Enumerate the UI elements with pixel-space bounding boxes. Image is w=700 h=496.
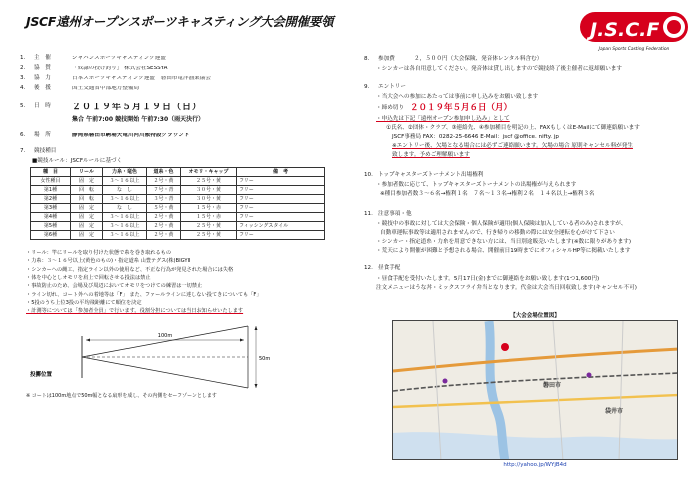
table-cell: フリー [237, 177, 325, 186]
entry-num: 9. [364, 83, 370, 90]
notice-line: ・競技中の事故に対しては大会保険・個人保険が適用(個人保険は加入している者のみ)されますが、 [376, 221, 627, 228]
table-cell: 固 定 [71, 177, 103, 186]
table-row [31, 204, 325, 213]
table-cell: フリー [237, 231, 325, 240]
table-cell: ３～１６以上 [103, 222, 147, 231]
table-cell: 第5種 [31, 222, 71, 231]
table-cell: ２号・黄 [147, 177, 181, 186]
rule-note: ・事故防止のため、会場及び周辺においてオモリをつけての練習は一切禁止 [26, 283, 203, 290]
rules-note-row [20, 157, 360, 167]
diagram-width-label: 50m [259, 355, 271, 362]
table-cell: ７号・青 [147, 186, 181, 195]
table-cell: フリー [237, 204, 325, 213]
table-cell: 回 転 [71, 186, 103, 195]
table-row [31, 177, 325, 186]
jscf-logo [576, 6, 692, 56]
table-cell: ３号・青 [147, 195, 181, 204]
table-cell: 固 定 [71, 213, 103, 222]
rule-note: ・5投のうち上位3投の平均飛距離にて順位を決定 [26, 299, 142, 306]
rule-note: ・シンカーへの縄工、指定ライン以外の使用など、不正な行為が発見された場合には失格 [26, 266, 234, 273]
table-cell: ２５号・黄 [181, 231, 237, 240]
fee-sub: ・シンカーは各自用意してください。発音体は貸し出しますので競技終了後主催者に返却願います [376, 66, 622, 72]
entry-line: ①氏名、②団体・クラブ、③連絡先、④参加種目を明記の上、FAXもしくはE-Mailにて御連絡願います [386, 125, 640, 132]
table-cell: 第4種 [31, 213, 71, 222]
entry-deadline-row [376, 102, 694, 116]
info-value: 日本スポーツキャスティング連盟 磐田市竜洋漁業協会 [72, 76, 211, 82]
table-row [31, 213, 325, 222]
table-row [31, 195, 325, 204]
notice-line: ・シンカー・指定道糸・力糸を用意できない方には、当日別途販売いたします(※数に限りがあります) [376, 238, 632, 245]
jscf-logo-icon [576, 6, 692, 56]
tournament-label: トップキャスターズトーナメント出場権利 [378, 171, 484, 178]
tournament-line: ・参加者数に応じて、トップキャスターズトーナメントの出場権が与えられます [376, 182, 577, 189]
entry-line: 致します。予めご理解願います [392, 152, 470, 159]
table-cell: 第6種 [31, 231, 71, 240]
table-header-cell: 道糸・色 [147, 168, 181, 177]
tournament-num: 10. [364, 171, 373, 178]
table-cell: な し [103, 204, 147, 213]
venue-map-svg [393, 321, 678, 460]
rules-heading-row [20, 147, 360, 157]
table-cell: 固 定 [71, 231, 103, 240]
table-cell: ２５号・黄 [181, 222, 237, 231]
venue-num: 6. [20, 132, 26, 139]
event-date: ２０１９年５月１９日（日） [72, 102, 203, 112]
table-header-cell: 力糸・竜色 [103, 168, 147, 177]
diagram-distance-label: 100m [157, 332, 173, 339]
table-cell: フリー [237, 195, 325, 204]
info-num: 4. [20, 85, 26, 92]
entry-row [364, 82, 694, 93]
map-place-fukuroi: 袋井市 [605, 408, 624, 415]
map-caption: 【大会会場位置図】 [510, 313, 560, 319]
events-table [30, 167, 325, 240]
left-column [20, 54, 360, 399]
table-cell: ２号・黄 [147, 231, 181, 240]
table-cell: 第3種 [31, 204, 71, 213]
court-diagram-svg [20, 320, 350, 394]
info-num: 1. [20, 55, 26, 62]
schedule-row [20, 114, 360, 125]
info-label: 主 催 [34, 55, 51, 62]
map-link[interactable]: http://yahoo.jp/WYjB4d [503, 462, 567, 468]
lunch-row [364, 264, 694, 275]
court-diagram [20, 320, 350, 394]
entry-line: ※エントリー後、欠場となる場合には必ずご連絡願います。欠場の場合 原則キャンセル料が発生 [392, 143, 633, 150]
court-footer-note: ※ コートは100m地点で50m幅となる扇形を成し、その内側をセーフゾーンとします [26, 392, 217, 399]
table-cell: な し [103, 186, 147, 195]
table-cell: ２５号・黄 [181, 177, 237, 186]
rules-notes [26, 249, 360, 316]
info-value: ジャパンスポーツキャスティング連盟 [72, 56, 166, 62]
venue-marker-icon [501, 343, 509, 351]
table-cell: ３０号・黄 [181, 195, 237, 204]
notice-line: ・荒天により開催が困難と予想される場合、開催前日19時までにオフィシャルHP等に掲載いたします [376, 247, 631, 254]
entry-line: ・当大会への参加にあたっては事前に申し込みをお願い致します [376, 93, 539, 100]
rules-heading: 競技種目 [34, 148, 57, 155]
table-cell: ３～１６以上 [103, 195, 147, 204]
table-row [31, 231, 325, 240]
logo-text: J.S.C.F [590, 19, 660, 41]
table-cell: ２号・黄 [147, 213, 181, 222]
tournament-line: ※種目参加者数３～６名→権利１名 ７名～１３名→権利２名 １４名以上→権利３名 [380, 191, 595, 198]
date-row [20, 100, 360, 114]
logo-subtitle: Japan Sports Casting Federation [598, 47, 670, 52]
table-cell: フリー [237, 213, 325, 222]
entry-line: ・申込先は下記「遠州オープン参加申し込み」として [376, 116, 510, 123]
venue-row [20, 131, 360, 141]
entry-line: ・締め切り [376, 105, 404, 112]
venue-label: 場 所 [34, 132, 51, 139]
document-title: JSCF遠州オープンスポーツキャスティング大会開催要領 [26, 14, 334, 29]
table-cell: 第2種 [31, 195, 71, 204]
notices-row [364, 209, 694, 220]
table-cell: 女性種目 [31, 177, 71, 186]
info-row-organizer [20, 54, 360, 64]
notices-num: 11. [364, 210, 373, 217]
table-header-cell: リール [71, 168, 103, 177]
fee-label: 参加費 [378, 55, 395, 62]
rule-note: ・計測等については「参加者全員」で行います。役割分担については当日お知らせいたします [26, 308, 244, 315]
rule-note: ・ライン切れ、コート外への着地等は「F」 また、ファールラインに達しない投てきについても「F」 [26, 291, 262, 298]
fee-value: ２，５００円（大会保険、発音体レンタル料含む） [414, 55, 543, 62]
table-cell: ３～１６以上 [103, 213, 147, 222]
venue-value: 静岡県磐田市駒場天竜川河川敷特設グラウンド [72, 133, 190, 139]
rules-num: 7. [20, 148, 26, 155]
info-label: 協 力 [34, 75, 51, 82]
table-cell: ３～１６以上 [103, 231, 147, 240]
notices-label: 注意事項・他 [378, 210, 412, 217]
date-label: 日 時 [34, 103, 51, 110]
date-num: 5. [20, 103, 26, 110]
venue-map [392, 320, 678, 460]
table-cell: 第1種 [31, 186, 71, 195]
entry-deadline: ２０１９年５月６日（月） [409, 102, 512, 113]
table-cell: 固 定 [71, 204, 103, 213]
tournament-row [364, 170, 694, 181]
table-header-cell: 備 考 [237, 168, 325, 177]
table-header-cell: 種 目 [31, 168, 71, 177]
rule-note: ・体を中心としオモリを肩上で回転させる投法は禁止 [26, 274, 151, 281]
notice-line: 自動車運転事故等は適用されませんので、行き帰りの移動の際には安全運転を心がけて下さい [380, 229, 615, 236]
table-row [31, 186, 325, 195]
info-row-sponsor [20, 64, 360, 74]
table-cell: １５号・赤 [181, 204, 237, 213]
rule-note: ・力糸：３～１６号以上(黄色のもの)・指定道糸 山豊テグス(株)BIGYⅡ [26, 258, 191, 265]
entry-contact: JSCF事務局 FAX：0282-25-6646 E-Mail：jscf @office. nifty. jp [392, 134, 559, 141]
right-column [364, 54, 694, 293]
info-label: 後 援 [34, 85, 51, 92]
lunch-label: 昼食手配 [378, 265, 401, 272]
entry-label: エントリー [378, 83, 406, 90]
lunch-num: 12. [364, 265, 373, 272]
rules-note: ■競技ルール：JSCFルールに基づく [32, 158, 123, 165]
table-cell: 回 転 [71, 195, 103, 204]
info-value: 国土交通省中部地方整備局 [72, 86, 140, 92]
map-place-iwata: 磐田市 [543, 382, 562, 389]
lunch-line: 注文メニューはうな丼・ミックスフライ弁当となります。代金は大会当日回収致します(キャンセル不可) [376, 284, 637, 291]
info-value: 「奴隷の投げ釣り」 株式会社SESSYA [72, 66, 168, 72]
table-cell: ３～１６以上 [103, 177, 147, 186]
table-cell: ３０号・黄 [181, 186, 237, 195]
info-label: 協 賛 [34, 65, 51, 72]
fee-num: 8. [364, 55, 370, 62]
table-row [31, 222, 325, 231]
diagram-position-label: 投擲位置 [30, 371, 53, 378]
table-cell: フィッシングスタイル [237, 222, 325, 231]
info-row-cooperation [20, 74, 360, 84]
table-cell: ２号・黄 [147, 222, 181, 231]
info-num: 3. [20, 75, 26, 82]
rule-note: ・リール：竿にリールを取り付けた状態で糸を巻き取れるもの [26, 250, 172, 256]
table-cell: ５号・黄 [147, 204, 181, 213]
table-cell: １５号・赤 [181, 213, 237, 222]
table-cell: 固 定 [71, 222, 103, 231]
table-cell: フリー [237, 186, 325, 195]
fee-row [364, 54, 694, 65]
info-num: 2. [20, 65, 26, 72]
table-header-cell: オモリ・キャップ [181, 168, 237, 177]
lunch-line: ・昼食手配を受付いたします。5月17日(金)までに御連絡をお願い致します(1つ1,600円) [376, 275, 600, 282]
table-header-row [31, 168, 325, 177]
event-schedule: 集合 午前7:00 競技開始 午前7:30（雨天決行） [72, 115, 205, 123]
info-row-support [20, 84, 360, 94]
